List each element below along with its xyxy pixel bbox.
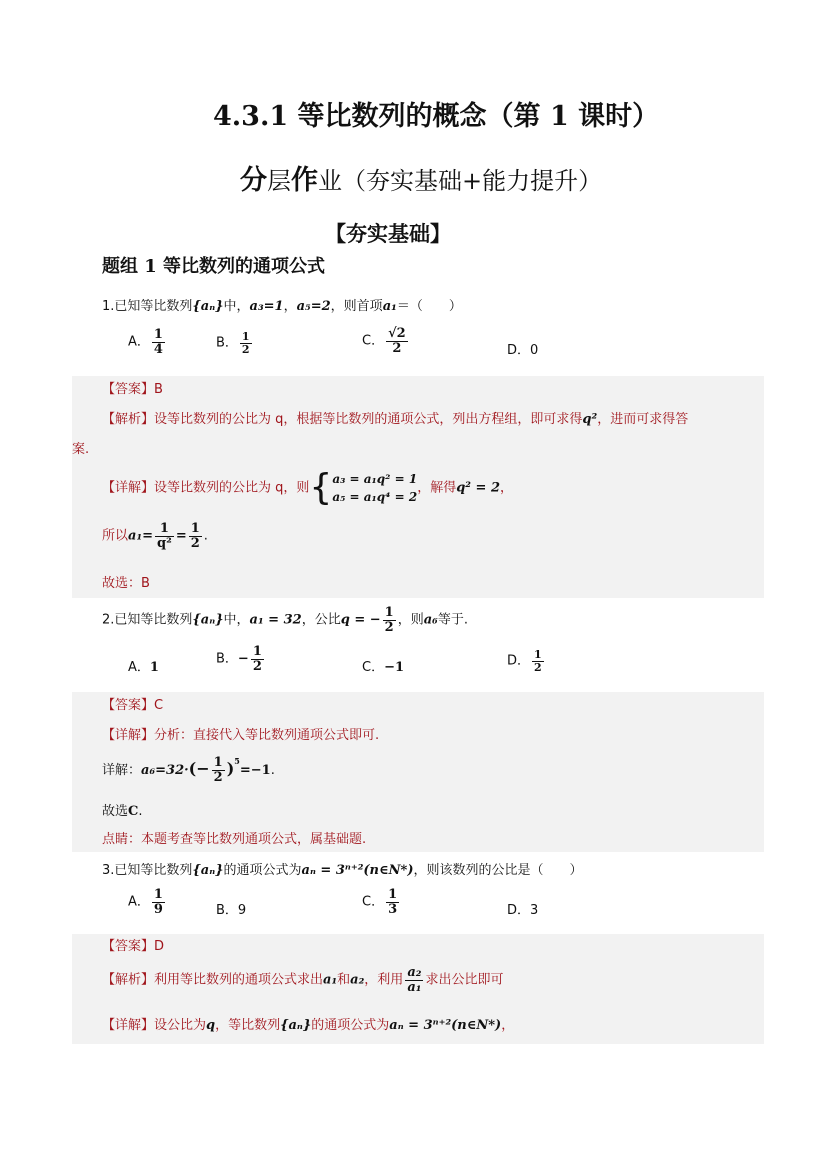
q3-option-a-label: A． bbox=[128, 894, 150, 910]
q1-answer-value: B bbox=[154, 382, 163, 397]
q3-seq: {aₙ} bbox=[192, 863, 224, 878]
q2-comment-tag: 点睛： bbox=[102, 832, 142, 847]
q3-text-c: ，则该数列的公比是（ ） bbox=[413, 863, 583, 878]
q3-option-c-den: 3 bbox=[388, 901, 398, 917]
q1-analysis-wrap: 案. bbox=[72, 442, 90, 457]
q1-option-b-label: B． bbox=[216, 335, 238, 351]
q2-choose bbox=[102, 800, 143, 819]
q3-option-c bbox=[362, 888, 401, 916]
q3-option-b: B．9 bbox=[216, 903, 247, 918]
q1-so-den-2: 2 bbox=[190, 535, 200, 551]
page-subtitle bbox=[240, 158, 602, 197]
q1-text-c: ，则首项 bbox=[330, 299, 383, 314]
q3-detail-text-b: ，等比数列 bbox=[215, 1018, 281, 1033]
q2-detail-paren-open: (− bbox=[188, 759, 210, 778]
q3-text-a: 3.已知等比数列 bbox=[102, 863, 193, 878]
q1-so-den-1: q² bbox=[157, 535, 172, 551]
q1-answer bbox=[102, 378, 163, 397]
q2-answer bbox=[102, 694, 163, 713]
q1-option-a-den: 4 bbox=[153, 341, 163, 357]
q1-brace: { bbox=[309, 467, 333, 508]
q2-detail bbox=[102, 724, 379, 743]
q3-text-b: 的通项公式为 bbox=[223, 863, 302, 878]
q2-detail-den: 2 bbox=[213, 770, 223, 785]
q3-analysis-num: a₂ bbox=[407, 965, 422, 980]
q3-analysis-frac bbox=[405, 966, 423, 994]
q2-detail-label: 详解： bbox=[102, 763, 142, 778]
q2-text-d: ，则 bbox=[397, 612, 424, 628]
q3-detail-seq: {aₙ} bbox=[280, 1018, 312, 1033]
q1-detail-text-c: ， bbox=[500, 480, 514, 496]
q2-detail-paren-close: ) bbox=[226, 759, 235, 778]
q2-text-b: 中， bbox=[223, 612, 250, 628]
q2-detail-text-a: 分析：直接代入等比数列通项公式即可. bbox=[154, 728, 380, 743]
group-heading: 题组 1 等比数列的通项公式 bbox=[102, 256, 326, 277]
q1-text-a: 1.已知等比数列 bbox=[102, 299, 193, 314]
q2-option-b-label: B． bbox=[216, 651, 238, 667]
section-heading: 【夯实基础】 bbox=[325, 221, 451, 246]
q3-analysis-a1: a₁ bbox=[323, 972, 338, 988]
q3-option-c-label: C． bbox=[362, 894, 385, 910]
q2-text-e: 等于. bbox=[437, 612, 468, 628]
q2-detail-pow: 5 bbox=[234, 756, 240, 766]
subtitle-strong-1: 分 bbox=[240, 165, 267, 196]
q1-option-b-frac bbox=[240, 331, 252, 355]
q2-option-a bbox=[128, 656, 159, 675]
question-2-stem bbox=[102, 606, 468, 634]
q2-cond-2: q = − bbox=[340, 612, 381, 628]
q1-cond-2: a₅=2 bbox=[296, 299, 331, 314]
q1-option-c bbox=[362, 327, 410, 355]
q1-choose: 故选：B bbox=[102, 576, 150, 591]
q2-option-d-den: 2 bbox=[534, 660, 542, 674]
q3-detail-text-c: 的通项公式为 bbox=[311, 1018, 390, 1033]
q3-analysis-text-a: 利用等比数列的通项公式求出 bbox=[154, 972, 324, 988]
q1-so-num-1: 1 bbox=[155, 522, 174, 537]
q1-text-b: 中， bbox=[223, 299, 250, 314]
q1-detail-tag: 【详解】 bbox=[102, 480, 155, 496]
q2-detail-frac bbox=[212, 756, 225, 784]
q3-analysis-text-b: ，利用 bbox=[364, 972, 404, 988]
q1-option-c-den: 2 bbox=[392, 340, 402, 356]
q3-detail-text-d: ， bbox=[501, 1018, 515, 1033]
q3-option-a-den: 9 bbox=[153, 901, 163, 917]
q1-detail-result: q² = 2 bbox=[456, 480, 500, 496]
q1-so-lhs: a₁= bbox=[128, 528, 154, 544]
q3-analysis bbox=[102, 966, 503, 994]
q3-detail-formula: aₙ = 3ⁿ⁺²(n∈N*) bbox=[389, 1018, 502, 1033]
subtitle-strong-2: 作 bbox=[291, 165, 318, 196]
q1-so-num-2: 1 bbox=[190, 521, 200, 536]
q3-option-c-num: 1 bbox=[388, 887, 398, 902]
q1-analysis bbox=[102, 408, 688, 427]
q2-option-d-frac bbox=[532, 649, 544, 673]
q1-option-a-num: 1 bbox=[153, 327, 163, 342]
q2-option-a-value: 1 bbox=[149, 660, 159, 675]
q1-cond-1: a₃=1 bbox=[249, 299, 284, 314]
q1-detail bbox=[102, 467, 514, 508]
q1-target: a₁ bbox=[382, 299, 397, 314]
q2-comment bbox=[102, 828, 366, 847]
q2-detail-end: . bbox=[270, 763, 275, 778]
q2-choose-label: 故选 bbox=[102, 804, 129, 819]
q2-option-b bbox=[216, 645, 266, 673]
q1-sep: ， bbox=[283, 299, 297, 314]
q2-option-a-label: A． bbox=[128, 660, 150, 675]
q1-equation-system bbox=[332, 470, 417, 506]
q2-option-d-num: 1 bbox=[534, 648, 542, 661]
q1-answer-tag: 【答案】 bbox=[102, 382, 155, 397]
q2-option-c-value: −1 bbox=[384, 660, 405, 675]
q2-detail-num: 1 bbox=[213, 755, 223, 771]
q3-option-a-num: 1 bbox=[153, 887, 163, 902]
q1-option-b-den: 2 bbox=[241, 342, 250, 356]
q3-answer-value: D bbox=[154, 939, 165, 954]
q3-detail-tag: 【详解】 bbox=[102, 1018, 155, 1033]
q3-analysis-text-c: 求出公比即可 bbox=[425, 972, 504, 988]
question-1-stem bbox=[102, 295, 462, 314]
q1-so-frac-2 bbox=[189, 522, 202, 550]
q1-option-a-label: A． bbox=[128, 334, 150, 350]
q3-option-c-frac bbox=[386, 888, 399, 916]
q1-seq: {aₙ} bbox=[192, 299, 224, 314]
q2-detail-tag: 【详解】 bbox=[102, 728, 155, 743]
q3-analysis-and: 和 bbox=[337, 972, 351, 988]
q2-option-c bbox=[362, 656, 404, 675]
q3-answer bbox=[102, 935, 164, 954]
q1-so bbox=[102, 522, 208, 550]
q3-analysis-den: a₁ bbox=[407, 979, 422, 995]
q3-formula: aₙ = 3ⁿ⁺²(n∈N*) bbox=[301, 863, 414, 878]
q2-option-b-sign: − bbox=[237, 651, 249, 667]
q2-choose-end: . bbox=[138, 804, 143, 819]
q2-comment-text: 本题考查等比数列通项公式，属基础题. bbox=[141, 832, 367, 847]
q1-option-b-num: 1 bbox=[241, 330, 250, 343]
q1-option-a-frac bbox=[152, 328, 165, 356]
q2-cond-2-num: 1 bbox=[384, 605, 394, 620]
q2-option-d bbox=[507, 649, 546, 673]
q1-text-d: ＝（ ） bbox=[396, 299, 462, 314]
q1-eq-1: a₃ = a₁q² = 1 bbox=[332, 472, 418, 486]
q2-cond-2-den: 2 bbox=[384, 619, 394, 635]
q1-so-frac-1 bbox=[155, 522, 174, 550]
q2-text-c: ，公比 bbox=[301, 612, 341, 628]
q1-analysis-text-b: ，进而可求得答 bbox=[597, 412, 689, 427]
q2-detail-eq-b: =−1 bbox=[239, 763, 271, 778]
q1-option-b bbox=[216, 331, 254, 355]
q3-option-d: D．3 bbox=[507, 903, 539, 918]
q1-so-eq: = bbox=[175, 528, 187, 544]
q2-option-b-num: 1 bbox=[252, 644, 262, 659]
q2-cond-1: a₁ = 32 bbox=[249, 612, 302, 628]
q3-answer-tag: 【答案】 bbox=[102, 939, 155, 954]
subtitle-normal-1: 层 bbox=[267, 167, 291, 195]
q1-detail-text-b: ，解得 bbox=[417, 480, 457, 496]
q2-answer-tag: 【答案】 bbox=[102, 698, 155, 713]
q2-detail-line bbox=[102, 756, 275, 785]
q3-detail-q: q bbox=[206, 1018, 216, 1033]
q1-analysis-text-a: 设等比数列的公比为 q，根据等比数列的通项公式，列出方程组，即可求得 bbox=[154, 412, 583, 427]
q2-option-b-den: 2 bbox=[252, 658, 262, 674]
q2-option-b-frac bbox=[251, 645, 264, 673]
q1-so-label: 所以 bbox=[102, 528, 129, 544]
q1-eq-2: a₅ = a₁q⁴ = 2 bbox=[332, 490, 418, 504]
q1-analysis-q2: q² bbox=[582, 412, 598, 427]
q1-detail-text-a: 设等比数列的公比为 q，则 bbox=[154, 480, 310, 496]
q3-option-a-frac bbox=[152, 888, 165, 916]
subtitle-normal-2: 业（夯实基础+能力提升） bbox=[318, 167, 603, 195]
q2-answer-value: C bbox=[154, 698, 164, 713]
q1-option-a bbox=[128, 328, 167, 356]
q3-option-a bbox=[128, 888, 167, 916]
q2-seq: {aₙ} bbox=[192, 612, 224, 628]
q1-analysis-tag: 【解析】 bbox=[102, 412, 155, 427]
q2-option-d-label: D． bbox=[507, 653, 531, 669]
q1-option-d: D．0 bbox=[507, 343, 539, 358]
q1-option-c-frac bbox=[386, 327, 408, 355]
q3-analysis-tag: 【解析】 bbox=[102, 972, 155, 988]
q2-detail-eq-a: a₆=32· bbox=[141, 763, 189, 778]
q2-cond-2-frac bbox=[383, 606, 396, 634]
page-title: 4.3.1 等比数列的概念（第 1 课时） bbox=[213, 101, 660, 132]
q1-option-c-label: C． bbox=[362, 333, 385, 349]
question-3-stem bbox=[102, 859, 582, 878]
q1-option-c-num: √2 bbox=[388, 326, 406, 341]
q2-text-a: 2.已知等比数列 bbox=[102, 612, 193, 628]
q1-so-end: . bbox=[203, 528, 208, 544]
q3-detail bbox=[102, 1014, 514, 1033]
q2-target: a₆ bbox=[423, 612, 438, 628]
q3-detail-text-a: 设公比为 bbox=[154, 1018, 207, 1033]
q3-analysis-a2: a₂ bbox=[350, 972, 365, 988]
q2-option-c-label: C． bbox=[362, 660, 385, 675]
q2-choose-value: C bbox=[128, 804, 139, 819]
